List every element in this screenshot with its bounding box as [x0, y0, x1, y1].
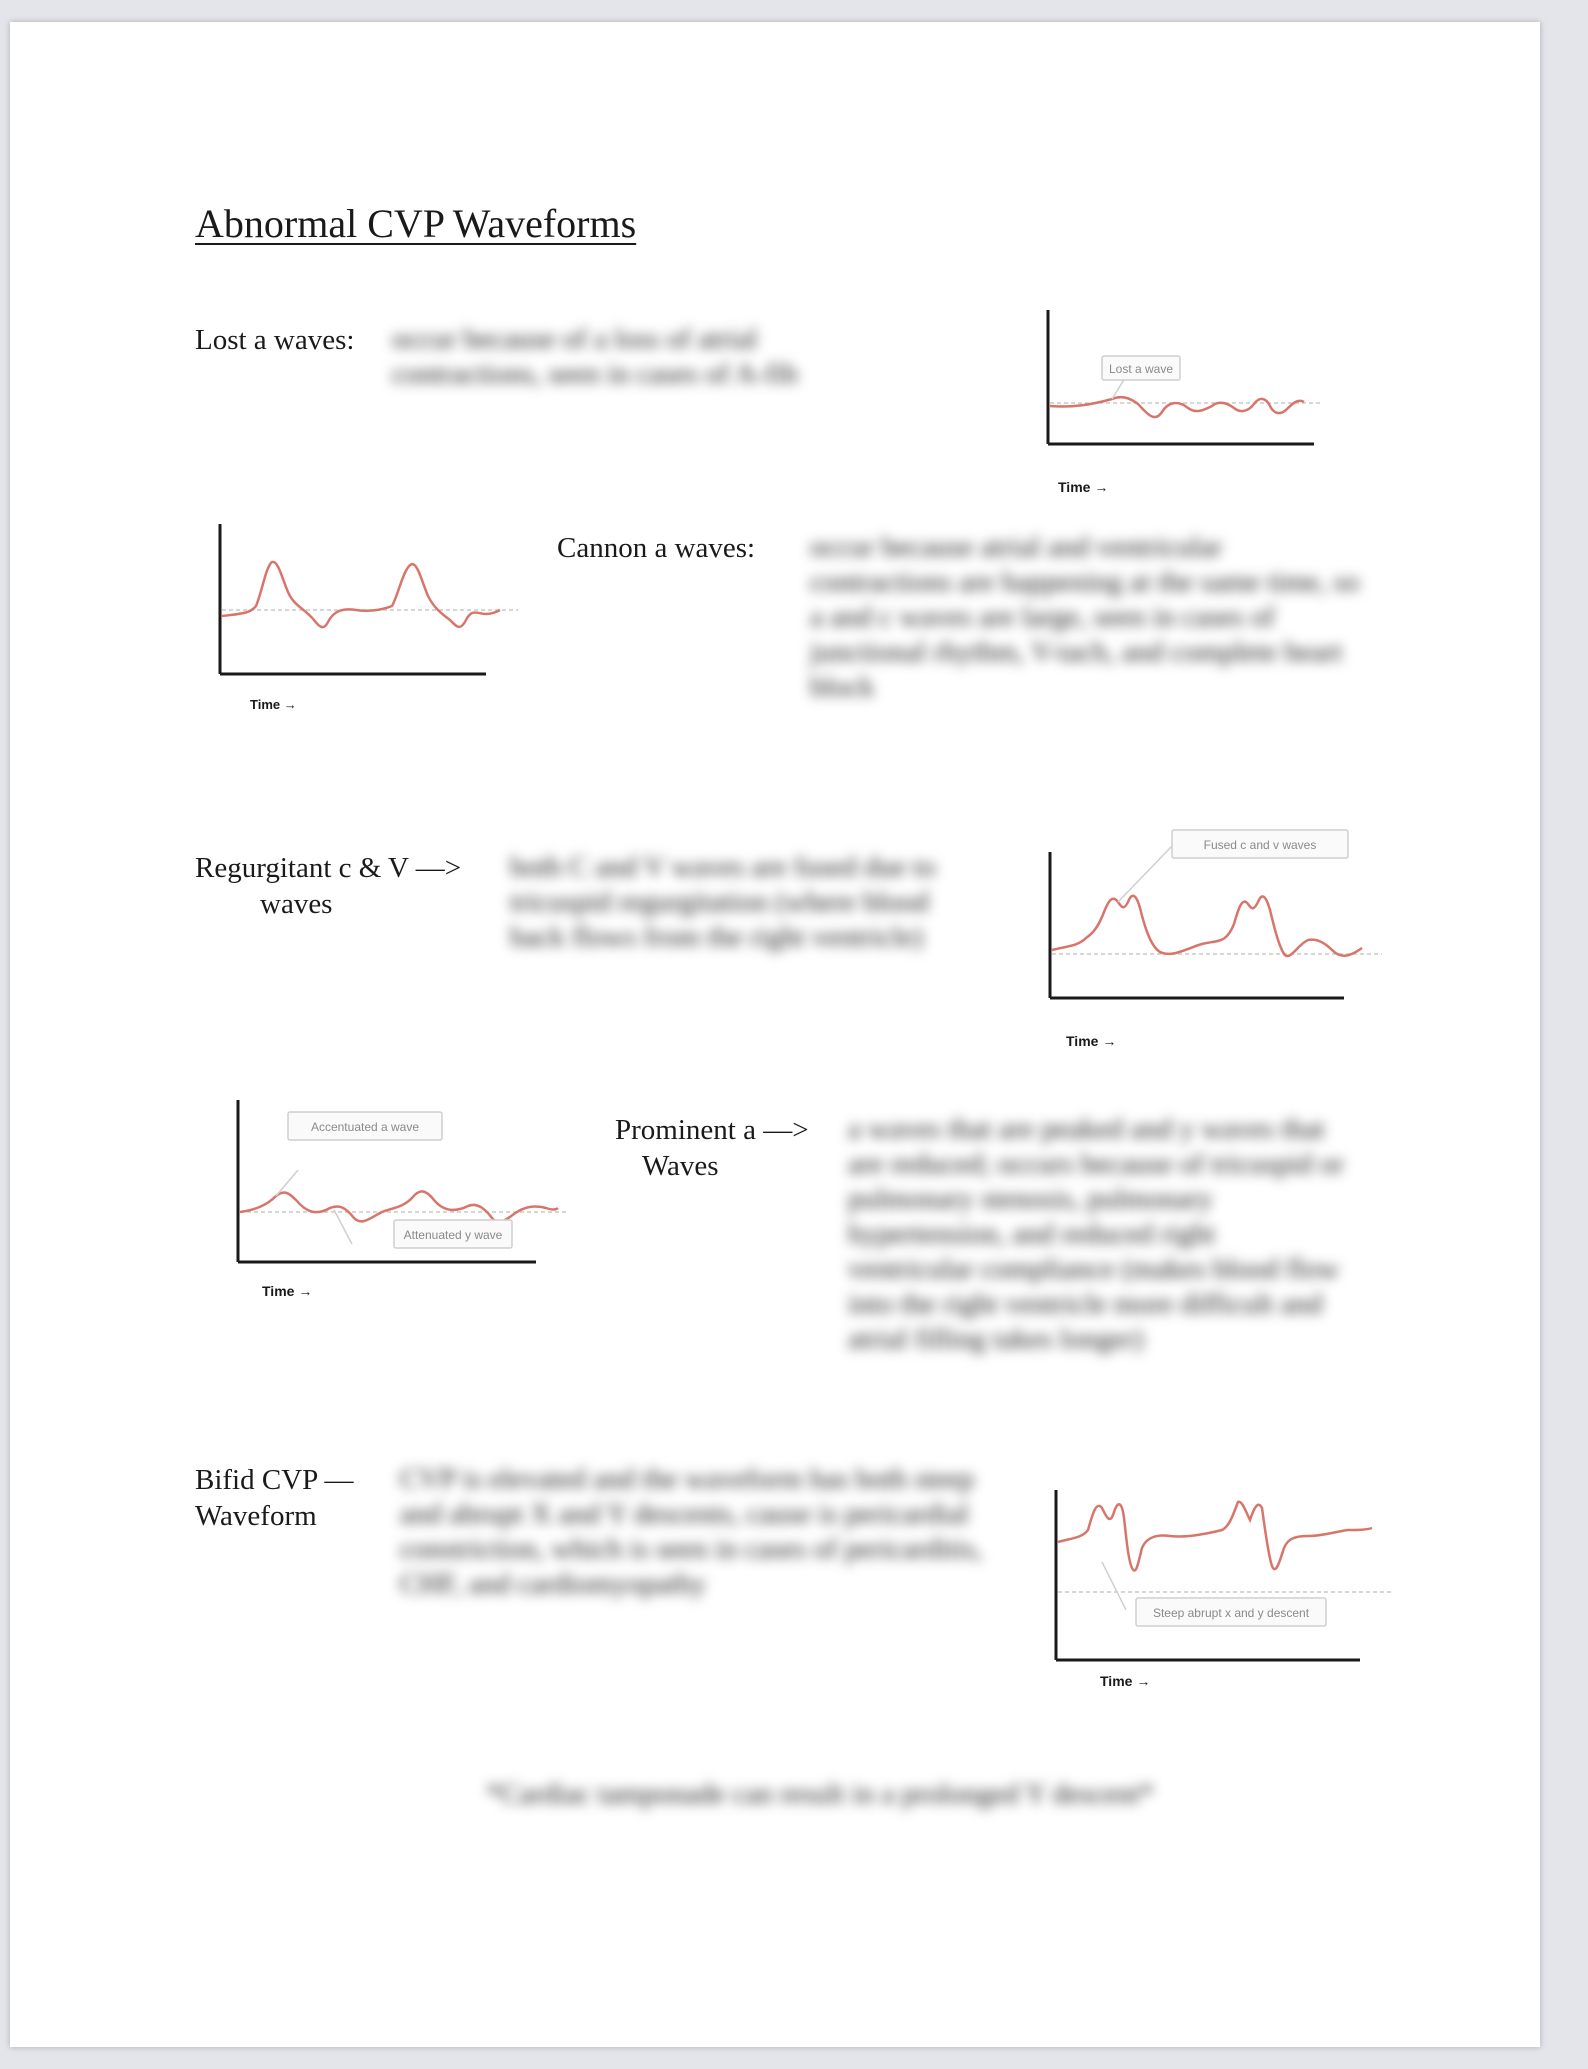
regurgitant-cv-waves-label: Regurgitant c & V —>: [195, 852, 462, 884]
time-axis-label: Time →: [1058, 479, 1109, 495]
cvp-waveform-line: [1052, 896, 1362, 956]
document-page: [10, 22, 1540, 2047]
cannon-a-waves-description: occur because atrial and ventricular contractions are happening at the same time, so a and c waves are large, seen in cases of junctional rhythm, V-tach, and complete heart block: [810, 531, 1360, 703]
cannon-a-waves-label: Cannon a waves:: [557, 532, 756, 564]
bifid-cvp-waveform-description: CVP is elevated and the waveform has both steep and abrupt X and Y descents, cause is pericardial constriction, which is seen in cases of pericarditis, CHF, and cardiomyopathy: [400, 1463, 983, 1600]
prominent-a-waves-label-line2: Waves: [642, 1150, 719, 1182]
page-title: Abnormal CVP Waveforms: [195, 201, 637, 246]
bifid-cvp-waveform-label-line2: Waveform: [195, 1500, 317, 1532]
cvp-waveform-line: [240, 1191, 558, 1221]
callout-lost-a-wave: Lost a wave: [1108, 362, 1174, 376]
bifid-cvp-waveform-label: Bifid CVP —: [195, 1464, 354, 1496]
regurgitant-cv-waves-description: both C and V waves are fused due to tricuspid regurgitation (where blood back flows from the right ventricle): [510, 851, 936, 953]
prominent-a-waves-label: Prominent a —>: [615, 1114, 809, 1146]
time-axis-label: Time →: [1100, 1673, 1151, 1689]
lost-a-wave-chart: [1022, 300, 1342, 500]
cvp-waveform-line: [1050, 397, 1304, 417]
cannon-a-wave-chart: [188, 510, 528, 710]
time-axis-label: Time →: [1066, 1033, 1117, 1049]
regurgitant-cv-waves-label-line2: waves: [260, 888, 333, 920]
callout-leader-bottom: [334, 1210, 352, 1244]
callout-leader: [1118, 846, 1172, 902]
callout-accentuated-a-wave: Accentuated a wave: [310, 1120, 420, 1134]
time-axis-label: Time →: [262, 1283, 313, 1299]
lost-a-waves-label: Lost a waves:: [195, 324, 355, 356]
prominent-a-waves-description: a waves that are peaked and y waves that are reduced; occurs because of tricuspid or pulmonary stenosis, pulmonary hypertension, and reduced right ventricular compliance (makes blood flow into the right ventricle more difficult and atrial filling takes longer): [848, 1113, 1344, 1355]
callout-steep-descent: Steep abrupt x and y descent: [1152, 1606, 1310, 1620]
cvp-waveform-line: [222, 562, 500, 627]
footer-note: *Cardiac tamponade can result in a prolonged Y descent*: [486, 1778, 1154, 1810]
lost-a-waves-description: occur because of a loss of atrial contractions, seen in cases of A-fib: [392, 323, 798, 390]
callout-leader: [1102, 1562, 1126, 1610]
prominent-a-wave-chart: [206, 1080, 596, 1320]
cvp-waveform-line: [1058, 1502, 1372, 1571]
time-axis-label: Time →: [250, 697, 297, 712]
callout-attenuated-y-wave: Attenuated y wave: [403, 1228, 503, 1242]
fused-cv-waves-chart: [1022, 812, 1392, 1049]
bifid-cvp-chart: [1026, 1472, 1406, 1712]
callout-fused-cv-waves: Fused c and v waves: [1203, 838, 1317, 852]
